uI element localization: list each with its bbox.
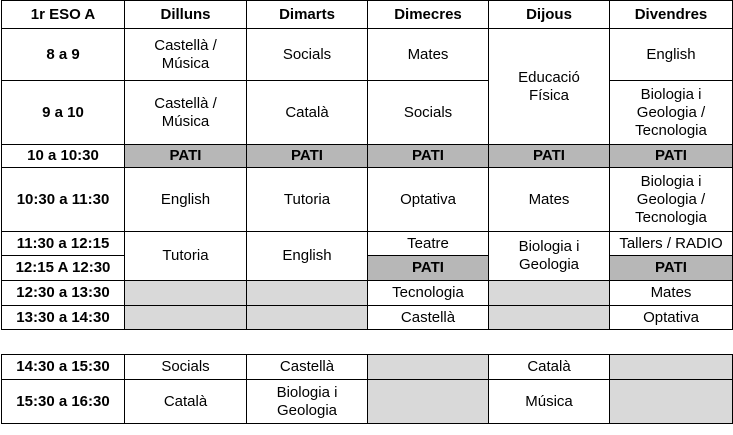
class-cell: Biologia i Geologia / Tecnologia <box>610 168 733 232</box>
class-cell: Català <box>489 355 610 380</box>
empty-cell <box>368 380 489 424</box>
time-slot: 12:30 a 13:30 <box>2 281 125 306</box>
timetable <box>1 0 733 424</box>
day-header-dilluns: Dilluns <box>125 1 247 29</box>
class-cell: Socials <box>368 81 489 145</box>
class-cell: Castellà / Música <box>125 29 247 81</box>
empty-cell <box>610 355 733 380</box>
time-slot: 15:30 a 16:30 <box>2 380 125 424</box>
day-header-divendres: Divendres <box>610 1 733 29</box>
class-cell: Biologia i Geologia <box>489 232 610 281</box>
time-slot: 9 a 10 <box>2 81 125 145</box>
class-cell: Educació Física <box>489 29 610 145</box>
empty-cell <box>489 281 610 306</box>
class-cell: Castellà <box>247 355 368 380</box>
class-cell: Mates <box>368 29 489 81</box>
day-header-dimarts: Dimarts <box>247 1 368 29</box>
empty-cell <box>610 380 733 424</box>
day-header-dimecres: Dimecres <box>368 1 489 29</box>
class-cell: Mates <box>610 281 733 306</box>
class-cell: Optativa <box>610 306 733 330</box>
table-row <box>2 168 733 232</box>
table-row <box>2 145 733 168</box>
empty-cell <box>489 306 610 330</box>
break-cell: PATI <box>610 256 733 281</box>
empty-cell <box>125 281 247 306</box>
time-slot: 10 a 10:30 <box>2 145 125 168</box>
table-row <box>2 380 733 424</box>
break-cell: PATI <box>125 145 247 168</box>
class-cell: Tutoria <box>125 232 247 281</box>
break-cell: PATI <box>489 145 610 168</box>
table-row <box>2 29 733 81</box>
empty-cell <box>368 355 489 380</box>
class-cell: Socials <box>247 29 368 81</box>
empty-cell <box>125 306 247 330</box>
class-cell: Tutoria <box>247 168 368 232</box>
class-cell: English <box>247 232 368 281</box>
table-row <box>2 256 733 281</box>
class-cell: Música <box>489 380 610 424</box>
header-row <box>2 1 733 29</box>
class-cell: Català <box>125 380 247 424</box>
class-cell: Socials <box>125 355 247 380</box>
class-cell: Biologia i Geologia <box>247 380 368 424</box>
empty-cell <box>247 306 368 330</box>
break-cell: PATI <box>610 145 733 168</box>
table-row <box>2 355 733 380</box>
table-row <box>2 232 733 256</box>
time-slot: 8 a 9 <box>2 29 125 81</box>
table-row <box>2 81 733 145</box>
break-cell: PATI <box>247 145 368 168</box>
class-cell: Tecnologia <box>368 281 489 306</box>
time-slot: 10:30 a 11:30 <box>2 168 125 232</box>
spacer-row <box>2 330 733 355</box>
class-cell: Optativa <box>368 168 489 232</box>
class-cell: Castellà / Música <box>125 81 247 145</box>
class-cell: Tallers / RADIO <box>610 232 733 256</box>
class-cell: Teatre <box>368 232 489 256</box>
time-slot: 12:15 A 12:30 <box>2 256 125 281</box>
class-cell: Castellà <box>368 306 489 330</box>
spacer-cell <box>2 330 733 355</box>
time-slot: 13:30 a 14:30 <box>2 306 125 330</box>
table-row <box>2 281 733 306</box>
class-cell: Català <box>247 81 368 145</box>
time-slot: 14:30 a 15:30 <box>2 355 125 380</box>
day-header-dijous: Dijous <box>489 1 610 29</box>
group-label: 1r ESO A <box>2 1 125 29</box>
break-cell: PATI <box>368 145 489 168</box>
class-cell: Mates <box>489 168 610 232</box>
class-cell: English <box>125 168 247 232</box>
time-slot: 11:30 a 12:15 <box>2 232 125 256</box>
class-cell: Biologia i Geologia / Tecnologia <box>610 81 733 145</box>
table-row <box>2 306 733 330</box>
break-cell: PATI <box>368 256 489 281</box>
class-cell: English <box>610 29 733 81</box>
empty-cell <box>247 281 368 306</box>
